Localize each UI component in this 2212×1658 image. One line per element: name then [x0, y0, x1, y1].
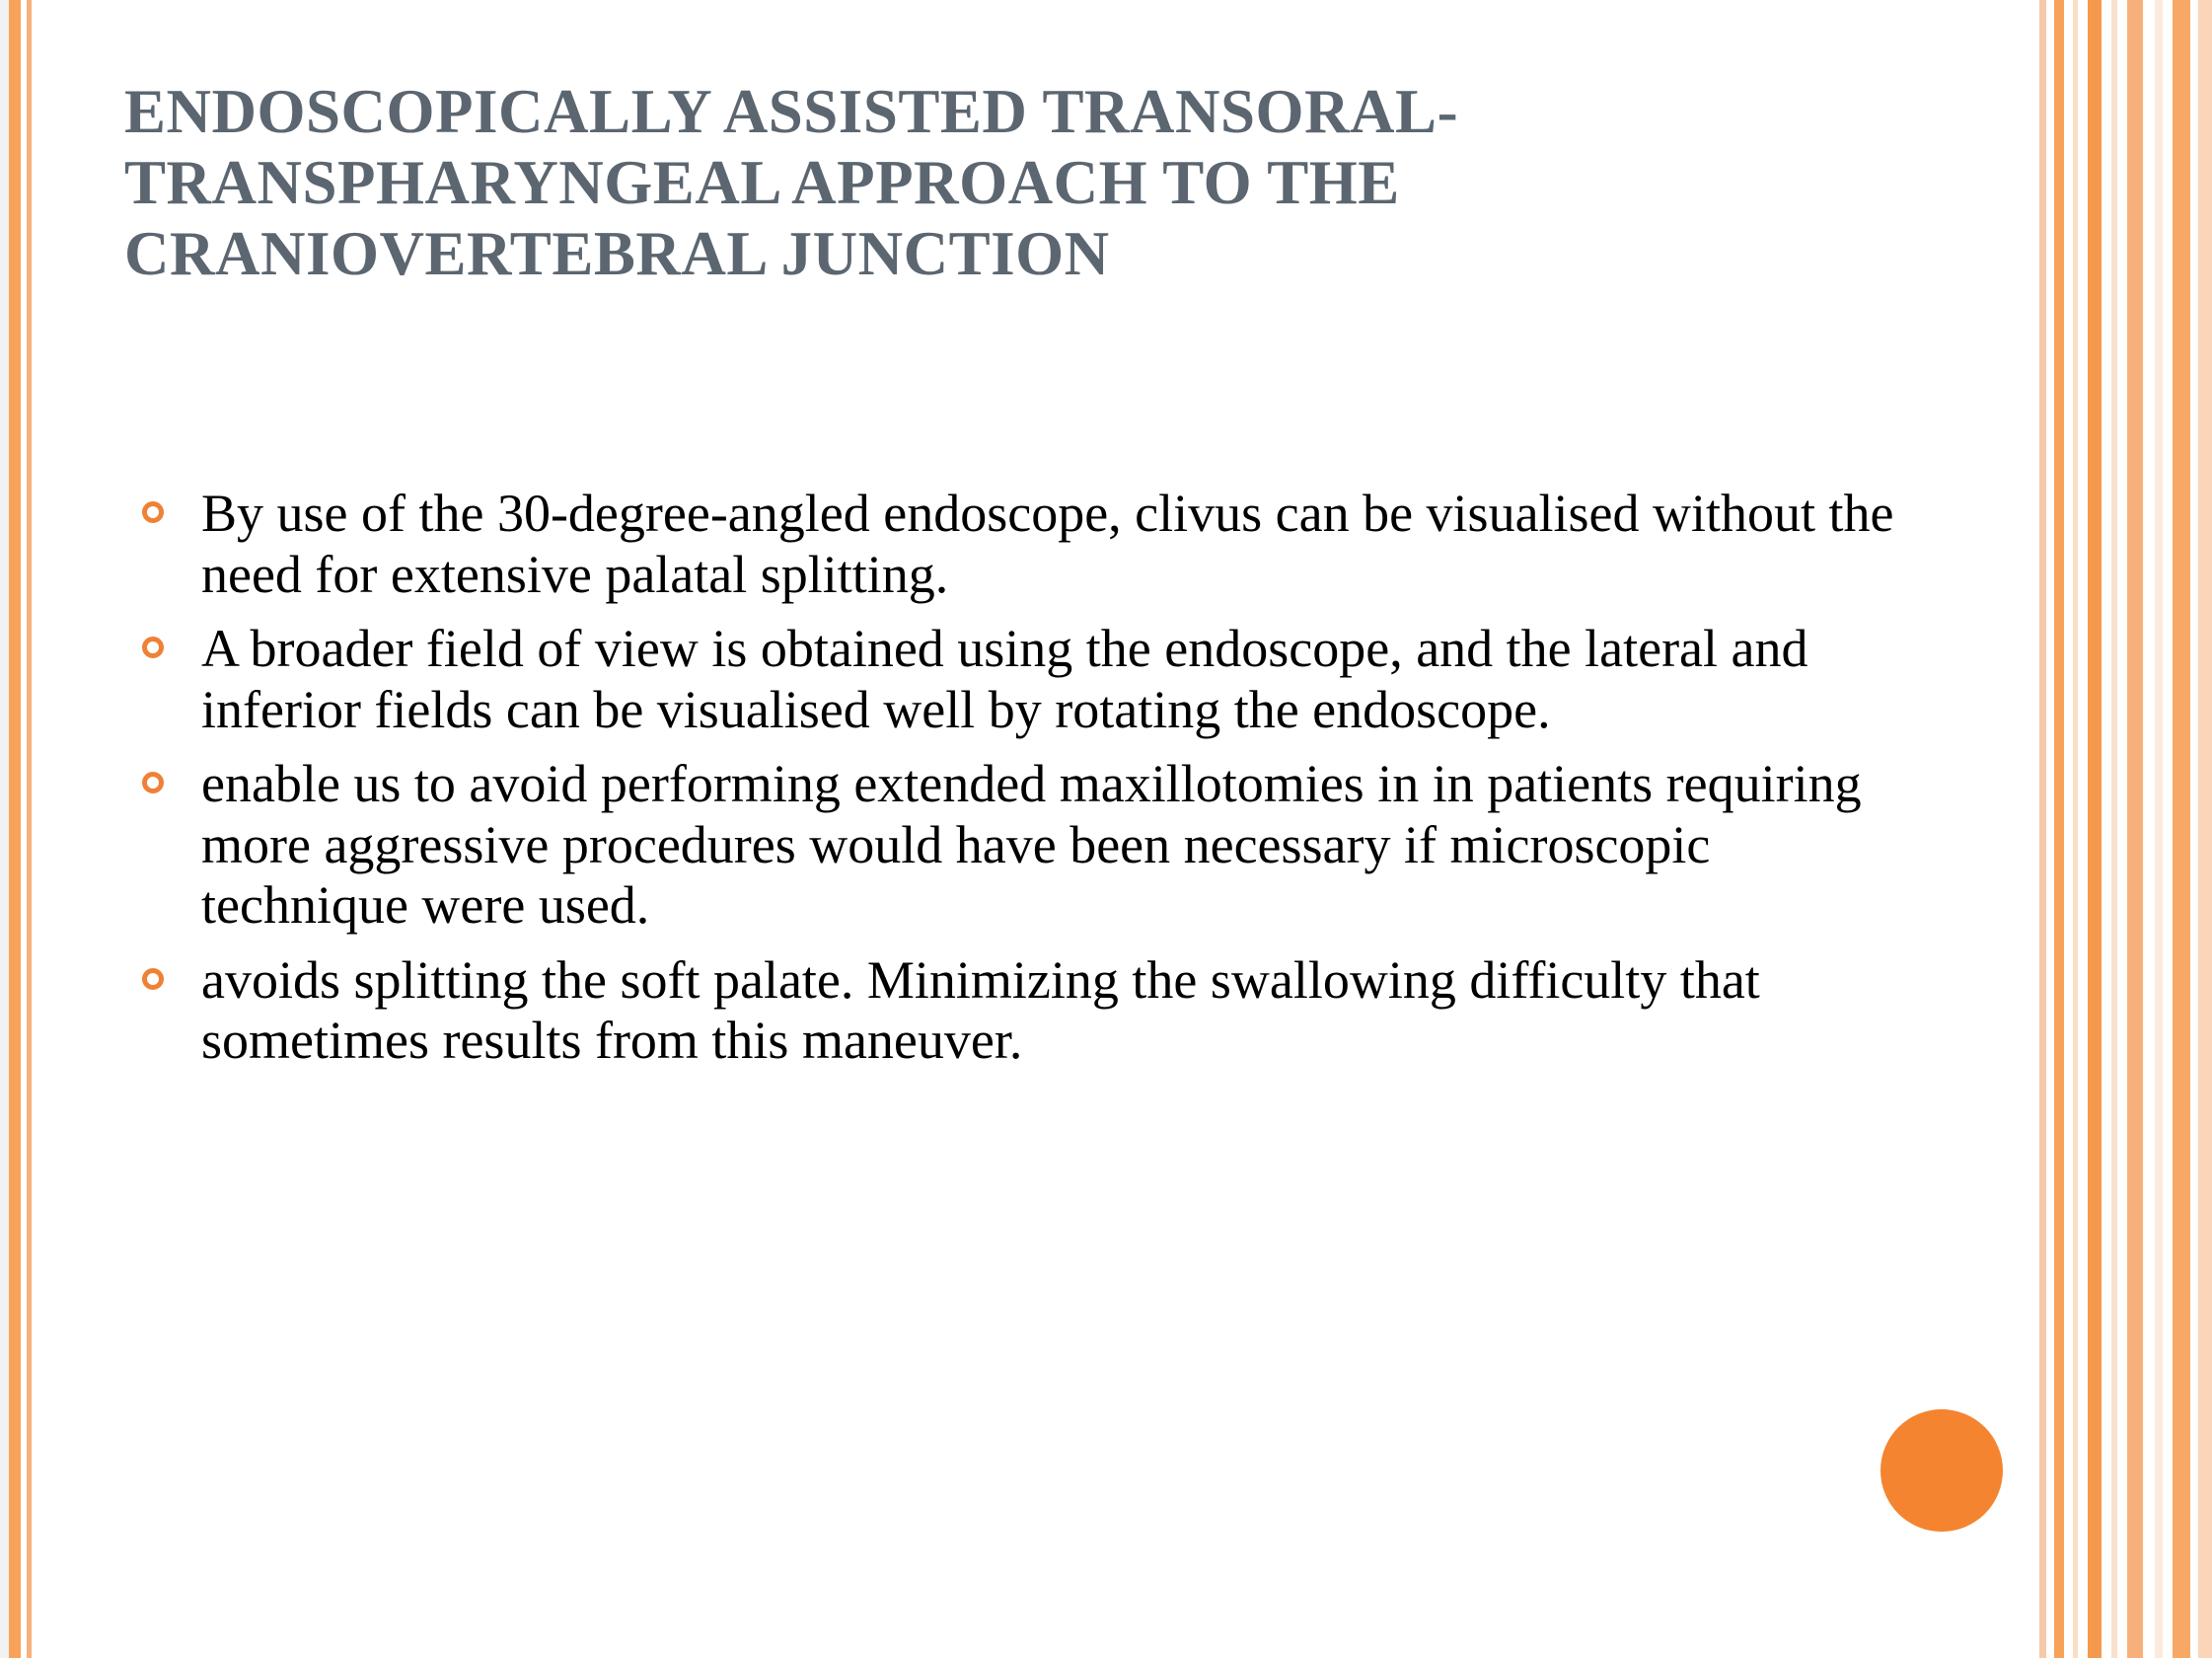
right-border-stripe-5 [2111, 0, 2117, 1658]
list-item [124, 754, 1920, 937]
bullet-ring-icon [142, 968, 164, 990]
list-item [124, 950, 1920, 1072]
bullet-list [124, 484, 1920, 1086]
right-border-stripe-3 [2073, 0, 2078, 1658]
left-border-stripe-1 [0, 0, 9, 1658]
left-border-stripe-4 [27, 0, 32, 1658]
bullet-ring-icon [142, 501, 164, 523]
bullet-ring-icon [142, 772, 164, 793]
bullet-ring-icon [142, 637, 164, 658]
slide-title: ENDOSCOPICALLY ASSISTED TRANSORAL-TRANSPHARYNGEAL APPROACH TO THE CRANIOVERTEBRAL JUNCTION [124, 77, 1459, 288]
right-border-stripe-2 [2054, 0, 2064, 1658]
right-border-stripe-1 [2039, 0, 2046, 1658]
right-border-stripe-8 [2173, 0, 2190, 1658]
list-item-text: avoids splitting the soft palate. Minimizing the swallowing difficulty that sometimes results from this maneuver. [201, 949, 1760, 1071]
list-item [124, 484, 1920, 605]
right-border-stripe-9 [2198, 0, 2212, 1658]
right-border-stripe-7 [2155, 0, 2163, 1658]
right-border-stripe-6 [2127, 0, 2143, 1658]
decorative-circle [1880, 1409, 2003, 1532]
right-border-stripe-4 [2088, 0, 2101, 1658]
list-item [124, 619, 1920, 740]
list-item-text: A broader field of view is obtained using the endoscope, and the lateral and inferior fields can be visualised well by rotating the endoscope. [201, 619, 1808, 739]
left-border-stripe-2 [9, 0, 21, 1658]
list-item-text: enable us to avoid performing extended maxillotomies in in patients requiring more aggressive procedures would have been necessary if microscopic technique were used. [201, 754, 1862, 936]
list-item-text: By use of the 30-degree-angled endoscope, clivus can be visualised without the need for extensive palatal splitting. [201, 484, 1894, 604]
